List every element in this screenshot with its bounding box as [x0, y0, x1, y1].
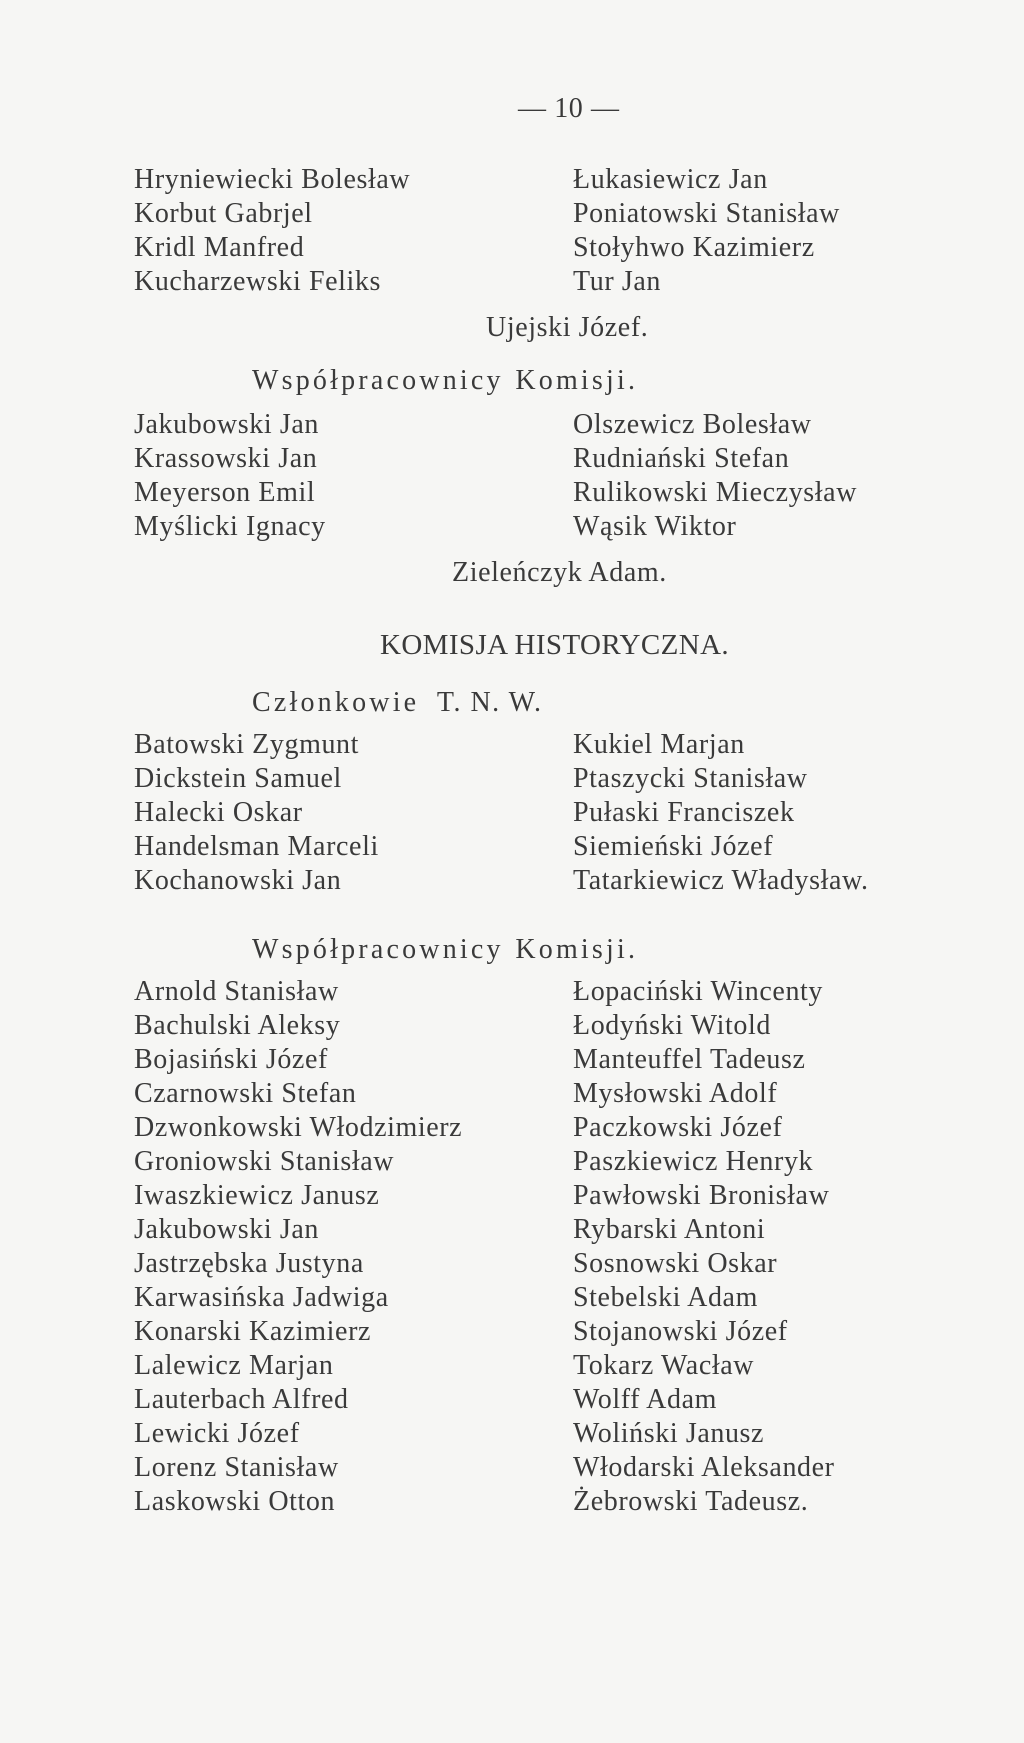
list-item: Myślicki Ignacy: [134, 511, 326, 542]
list-item: Siemieński Józef: [573, 831, 774, 862]
list-item: Jakubowski Jan: [134, 1214, 319, 1245]
list-item: Karwasińska Jadwiga: [134, 1282, 389, 1313]
heading-word: Współpracownicy: [252, 365, 504, 396]
list-item: Hryniewiecki Bolesław: [134, 164, 411, 195]
heading-word: Członkowie: [252, 687, 420, 718]
page-number: — 10 —: [518, 93, 620, 124]
section-title: KOMISJA HISTORYCZNA.: [380, 629, 730, 661]
list-item: Lewicki Józef: [134, 1418, 300, 1449]
list-item: Olszewicz Bolesław: [573, 409, 812, 440]
list-item: Paczkowski Józef: [573, 1112, 783, 1143]
list-item: Łukasiewicz Jan: [573, 164, 768, 195]
list-item: Sosnowski Oskar: [573, 1248, 778, 1279]
list-item: Bojasiński Józef: [134, 1044, 328, 1075]
list-item: Wąsik Wiktor: [573, 511, 737, 542]
list-item: Dickstein Samuel: [134, 763, 342, 794]
list-item: Żebrowski Tadeusz.: [573, 1486, 809, 1517]
list-item: Batowski Zygmunt: [134, 729, 360, 760]
list-item: Manteuffel Tadeusz: [573, 1044, 806, 1075]
list-item: Rybarski Antoni: [573, 1214, 766, 1245]
heading-word: Współpracownicy: [252, 934, 504, 965]
heading-word: T. N. W.: [436, 687, 543, 718]
list-item: Pułaski Franciszek: [573, 797, 795, 828]
list-item: Tokarz Wacław: [573, 1350, 755, 1381]
block1-right-column: [573, 163, 840, 299]
list-item: Laskowski Otton: [134, 1486, 336, 1517]
list-item: Pawłowski Bronisław: [573, 1180, 830, 1211]
list-item: Rulikowski Mieczysław: [573, 477, 858, 508]
list-item: Paszkiewicz Henryk: [573, 1146, 814, 1177]
list-item: Stołyhwo Kazimierz: [573, 232, 815, 263]
list-item: Czarnowski Stefan: [134, 1078, 357, 1109]
block2-heading: [252, 364, 638, 398]
block4-left-column: [134, 975, 462, 1519]
list-item: Lorenz Stanisław: [134, 1452, 339, 1483]
block4-heading: [252, 933, 638, 967]
heading-word: Komisji.: [515, 365, 639, 396]
block3-right-column: [573, 728, 869, 898]
block2-right-column: [573, 408, 857, 544]
block3-heading: [252, 686, 543, 720]
block2-centered-entry: Zieleńczyk Adam.: [452, 557, 667, 588]
list-item: Meyerson Emil: [134, 477, 316, 508]
list-item: Włodarski Aleksander: [573, 1452, 835, 1483]
list-item: Korbut Gabrjel: [134, 198, 313, 229]
block1-left-column: [134, 163, 410, 299]
block3-left-column: [134, 728, 379, 898]
list-item: Rudniański Stefan: [573, 443, 790, 474]
list-item: Poniatowski Stanisław: [573, 198, 840, 229]
block1-centered-entry: Ujejski Józef.: [486, 312, 649, 343]
list-item: Tur Jan: [573, 266, 661, 297]
list-item: Arnold Stanisław: [134, 976, 339, 1007]
list-item: Kochanowski Jan: [134, 865, 342, 896]
list-item: Łopaciński Wincenty: [573, 976, 824, 1007]
list-item: Tatarkiewicz Władysław.: [573, 865, 869, 896]
list-item: Jastrzębska Justyna: [134, 1248, 364, 1279]
list-item: Krassowski Jan: [134, 443, 318, 474]
list-item: Iwaszkiewicz Janusz: [134, 1180, 380, 1211]
list-item: Lauterbach Alfred: [134, 1384, 349, 1415]
list-item: Kukiel Marjan: [573, 729, 745, 760]
list-item: Kucharzewski Feliks: [134, 266, 382, 297]
list-item: Woliński Janusz: [573, 1418, 765, 1449]
list-item: Bachulski Aleksy: [134, 1010, 341, 1041]
list-item: Halecki Oskar: [134, 797, 303, 828]
block4-right-column: [573, 975, 835, 1519]
list-item: Konarski Kazimierz: [134, 1316, 372, 1347]
list-item: Łodyński Witold: [573, 1010, 771, 1041]
list-item: Ptaszycki Stanisław: [573, 763, 808, 794]
list-item: Lalewicz Marjan: [134, 1350, 334, 1381]
list-item: Stebelski Adam: [573, 1282, 758, 1313]
list-item: Groniowski Stanisław: [134, 1146, 395, 1177]
list-item: Kridl Manfred: [134, 232, 305, 263]
list-item: Stojanowski Józef: [573, 1316, 788, 1347]
heading-word: Komisji.: [515, 934, 639, 965]
list-item: Handelsman Marceli: [134, 831, 379, 862]
block2-left-column: [134, 408, 326, 544]
list-item: Mysłowski Adolf: [573, 1078, 778, 1109]
list-item: Dzwonkowski Włodzimierz: [134, 1112, 463, 1143]
list-item: Wolff Adam: [573, 1384, 717, 1415]
list-item: Jakubowski Jan: [134, 409, 319, 440]
